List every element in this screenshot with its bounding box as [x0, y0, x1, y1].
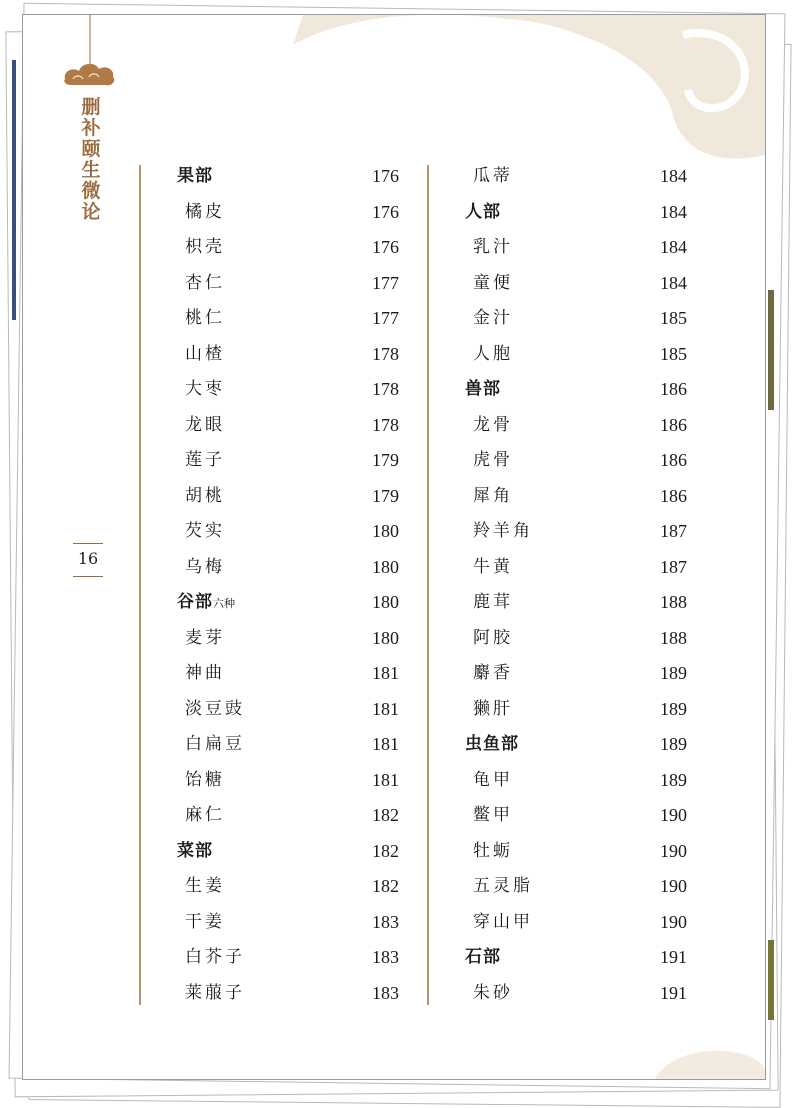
toc-entry-row [185, 197, 399, 227]
toc-page-number: 182 [372, 876, 399, 896]
toc-category-row [177, 161, 399, 191]
toc-name-text: 乌梅 [185, 556, 225, 577]
toc-name-text: 果部 [177, 166, 213, 186]
toc-category-name [465, 197, 501, 227]
toc-entry-name [473, 232, 513, 262]
toc-entry-row [473, 800, 687, 830]
toc-entry-name [185, 942, 245, 972]
toc-entry-name [473, 587, 513, 617]
toc-entry-row [185, 907, 399, 937]
toc-page-number: 181 [372, 663, 399, 683]
toc-entry-row [473, 232, 687, 262]
toc-name-text: 芡实 [185, 521, 225, 541]
toc-page-number: 190 [660, 840, 687, 861]
toc-category-name [465, 729, 519, 759]
toc-entry-name [473, 623, 513, 653]
toc-name-text: 胡桃 [185, 485, 225, 506]
toc-name-text: 乳汁 [473, 237, 513, 257]
toc-name-text: 虫鱼部 [465, 734, 519, 754]
toc-entry-row [473, 410, 687, 440]
toc-page-number: 189 [660, 698, 687, 719]
toc-entry-row [473, 871, 687, 901]
toc-entry-name [473, 445, 513, 475]
toc-entry-row [185, 339, 399, 369]
toc-name-text: 阿胶 [473, 627, 513, 648]
toc-page-number: 186 [660, 414, 687, 435]
toc-name-text: 鹿茸 [473, 592, 513, 612]
toc-page-number: 185 [660, 343, 687, 364]
toc-entry-name [473, 303, 513, 333]
toc-entry-name [473, 481, 513, 511]
toc-page-number: 178 [372, 343, 399, 364]
toc-entry-row [185, 481, 399, 511]
toc-entry-row [185, 800, 399, 830]
toc-page-number: 184 [660, 272, 687, 293]
toc-page-number: 181 [372, 698, 399, 719]
toc-entry-row [473, 445, 687, 475]
toc-entry-name [185, 729, 245, 759]
toc-entry-name [473, 765, 513, 795]
toc-page-number: 182 [372, 840, 399, 861]
toc-entry-row [473, 552, 687, 582]
toc-name-text: 犀角 [473, 485, 513, 506]
toc-entry-name [185, 197, 225, 227]
toc-name-text: 枳壳 [185, 237, 225, 257]
toc-entry-name [473, 161, 513, 191]
toc-page-number: 181 [372, 734, 399, 754]
toc-entry-name [473, 871, 533, 901]
page-number: 16 [77, 549, 99, 568]
toc-entry-row [473, 907, 687, 937]
toc-name-text: 麦芽 [185, 627, 225, 648]
toc-entry-row [185, 232, 399, 262]
toc-page-number: 184 [660, 166, 687, 186]
toc-name-text: 五灵脂 [473, 876, 533, 896]
toc-name-text: 干姜 [185, 911, 225, 932]
toc-entry-row [473, 516, 687, 546]
toc-name-text: 白扁豆 [185, 734, 245, 754]
toc-page-number: 178 [372, 379, 399, 399]
toc-name-text: 兽部 [465, 379, 501, 399]
toc-name-text: 金汁 [473, 308, 513, 328]
toc-name-text: 白芥子 [185, 947, 245, 967]
toc-entry-name [185, 516, 225, 546]
toc-page-number: 189 [660, 769, 687, 790]
toc-entry-name [185, 339, 225, 369]
toc-entry-row [185, 658, 399, 688]
toc-entry-name [473, 907, 533, 937]
toc-entry-row [185, 765, 399, 795]
toc-category-name [177, 587, 235, 619]
toc-name-text: 龙眼 [185, 414, 225, 435]
toc-entry-row [185, 410, 399, 440]
toc-entry-name [185, 694, 245, 724]
page-edge-strip [768, 290, 774, 410]
toc-name-text: 杏仁 [185, 272, 225, 293]
toc-entry-row [473, 765, 687, 795]
toc-entry-name [185, 623, 225, 653]
toc-entry-name [185, 268, 225, 298]
toc-entry-name [185, 232, 225, 262]
toc-entry-row [473, 303, 687, 333]
title-char: 颐 [81, 138, 101, 160]
toc-name-text: 龙骨 [473, 414, 513, 435]
page-number-box [73, 543, 103, 577]
toc-page-number: 190 [660, 805, 687, 825]
toc-entry-row [185, 552, 399, 582]
toc-page-number: 183 [372, 911, 399, 932]
toc-page-number: 187 [660, 556, 687, 577]
toc-category-note: 六种 [213, 597, 235, 610]
toc-entry-row [473, 658, 687, 688]
toc-entry-row [185, 445, 399, 475]
toc-entry-name [185, 481, 225, 511]
toc-name-text: 淡豆豉 [185, 698, 245, 719]
toc-category-row [177, 587, 399, 617]
toc-entry-name [185, 978, 245, 1008]
toc-entry-row [185, 303, 399, 333]
toc-page-number: 188 [660, 592, 687, 612]
toc-entry-row [473, 339, 687, 369]
toc-entry-name [185, 800, 225, 830]
center-column-rule [427, 165, 429, 1005]
toc-entry-name [473, 800, 513, 830]
page-edge-strip-lower [768, 940, 774, 1020]
toc-entry-row [185, 374, 399, 404]
toc-entry-row [185, 942, 399, 972]
toc-name-text: 朱砂 [473, 982, 513, 1003]
toc-entry-name [473, 836, 513, 866]
toc-entry-name [473, 410, 513, 440]
book-page [22, 14, 766, 1080]
toc-name-text: 莱菔子 [185, 982, 245, 1003]
toc-page-number: 177 [372, 272, 399, 293]
toc-entry-name [185, 410, 225, 440]
toc-page-number: 186 [660, 485, 687, 506]
book-title-vertical [79, 97, 103, 223]
title-char: 生 [81, 159, 101, 181]
toc-entry-name [185, 552, 225, 582]
toc-name-text: 大枣 [185, 379, 225, 399]
toc-entry-name [185, 445, 225, 475]
title-char: 补 [81, 117, 101, 139]
toc-name-text: 山楂 [185, 343, 225, 364]
toc-page-number: 191 [660, 982, 687, 1003]
toc-entry-row [473, 481, 687, 511]
toc-name-text: 鳖甲 [473, 805, 513, 825]
toc-name-text: 獭肝 [473, 698, 513, 719]
left-column-rule [139, 165, 141, 1005]
toc-page-number: 186 [660, 450, 687, 470]
toc-category-row [177, 836, 399, 866]
toc-name-text: 神曲 [185, 663, 225, 683]
toc-entry-row [473, 836, 687, 866]
cloud-ornament-icon [59, 15, 119, 91]
toc-entry-row [473, 694, 687, 724]
toc-category-name [177, 161, 213, 191]
toc-page-number: 180 [372, 592, 399, 612]
toc-category-row [465, 942, 687, 972]
toc-entry-name [473, 978, 513, 1008]
toc-entry-name [473, 694, 513, 724]
toc-page-number: 183 [372, 947, 399, 967]
toc-entry-name [185, 765, 225, 795]
toc-category-row [465, 374, 687, 404]
toc-name-text: 菜部 [177, 840, 213, 861]
toc-page-number: 188 [660, 627, 687, 648]
toc-page-number: 176 [372, 166, 399, 186]
toc-entry-row [185, 268, 399, 298]
toc-entry-row [185, 871, 399, 901]
toc-category-name [465, 942, 501, 972]
title-char: 微 [81, 180, 101, 202]
toc-entry-row [473, 268, 687, 298]
toc-page-number: 184 [660, 201, 687, 222]
toc-entry-name [473, 339, 513, 369]
toc-name-text: 生姜 [185, 876, 225, 896]
toc-page-number: 181 [372, 769, 399, 790]
toc-page-number: 180 [372, 627, 399, 648]
toc-name-text: 羚羊角 [473, 521, 533, 541]
toc-page-number: 185 [660, 308, 687, 328]
toc-name-text: 饴糖 [185, 769, 225, 790]
toc-entry-row [185, 516, 399, 546]
blue-edge-strip [12, 60, 16, 320]
toc-name-text: 石部 [465, 947, 501, 967]
toc-name-text: 虎骨 [473, 450, 513, 470]
toc-entry-row [473, 623, 687, 653]
toc-category-row [465, 729, 687, 759]
toc-page-number: 180 [372, 556, 399, 577]
toc-page-number: 190 [660, 876, 687, 896]
toc-category-row [465, 197, 687, 227]
toc-page-number: 190 [660, 911, 687, 932]
toc-entry-name [185, 871, 225, 901]
toc-entry-name [473, 516, 533, 546]
toc-page-number: 183 [372, 982, 399, 1003]
toc-name-text: 牛黄 [473, 556, 513, 577]
toc-page-number: 182 [372, 805, 399, 825]
toc-category-name [465, 374, 501, 404]
toc-entry-row [473, 978, 687, 1008]
toc-entry-name [473, 552, 513, 582]
toc-page-number: 189 [660, 734, 687, 754]
toc-page-number: 186 [660, 379, 687, 399]
toc-name-text: 麻仁 [185, 805, 225, 825]
toc-name-text: 桃仁 [185, 308, 225, 328]
toc-name-text: 童便 [473, 272, 513, 293]
toc-entry-name [185, 907, 225, 937]
toc-entry-row [185, 729, 399, 759]
toc-name-text: 人部 [465, 201, 501, 222]
toc-entry-name [473, 658, 513, 688]
toc-entry-row [185, 623, 399, 653]
toc-name-text: 麝香 [473, 663, 513, 683]
toc-name-text: 瓜蒂 [473, 166, 513, 186]
toc-entry-row [185, 978, 399, 1008]
cloud-decoration-bottom [655, 1041, 765, 1079]
toc-name-text: 谷部 [177, 592, 213, 612]
toc-entry-name [185, 303, 225, 333]
toc-page-number: 179 [372, 450, 399, 470]
toc-name-text: 穿山甲 [473, 911, 533, 932]
toc-page-number: 177 [372, 308, 399, 328]
toc-entry-row [473, 161, 687, 191]
toc-page-number: 179 [372, 485, 399, 506]
toc-name-text: 牡蛎 [473, 840, 513, 861]
toc-entry-name [185, 658, 225, 688]
toc-name-text: 莲子 [185, 450, 225, 470]
toc-page-number: 176 [372, 237, 399, 257]
toc-page-number: 187 [660, 521, 687, 541]
toc-name-text: 人胞 [473, 343, 513, 364]
toc-page-number: 180 [372, 521, 399, 541]
toc-page-number: 189 [660, 663, 687, 683]
toc-entry-row [185, 694, 399, 724]
toc-page-number: 176 [372, 201, 399, 222]
toc-page-number: 184 [660, 237, 687, 257]
title-char: 删 [81, 96, 101, 118]
toc-category-name [177, 836, 213, 866]
toc-page-number: 178 [372, 414, 399, 435]
title-char: 论 [81, 201, 101, 223]
toc-entry-name [473, 268, 513, 298]
toc-name-text: 橘皮 [185, 201, 225, 222]
toc-entry-name [185, 374, 225, 404]
toc-name-text: 龟甲 [473, 769, 513, 790]
toc-entry-row [473, 587, 687, 617]
toc-page-number: 191 [660, 947, 687, 967]
cloud-pattern-decoration [283, 15, 765, 165]
